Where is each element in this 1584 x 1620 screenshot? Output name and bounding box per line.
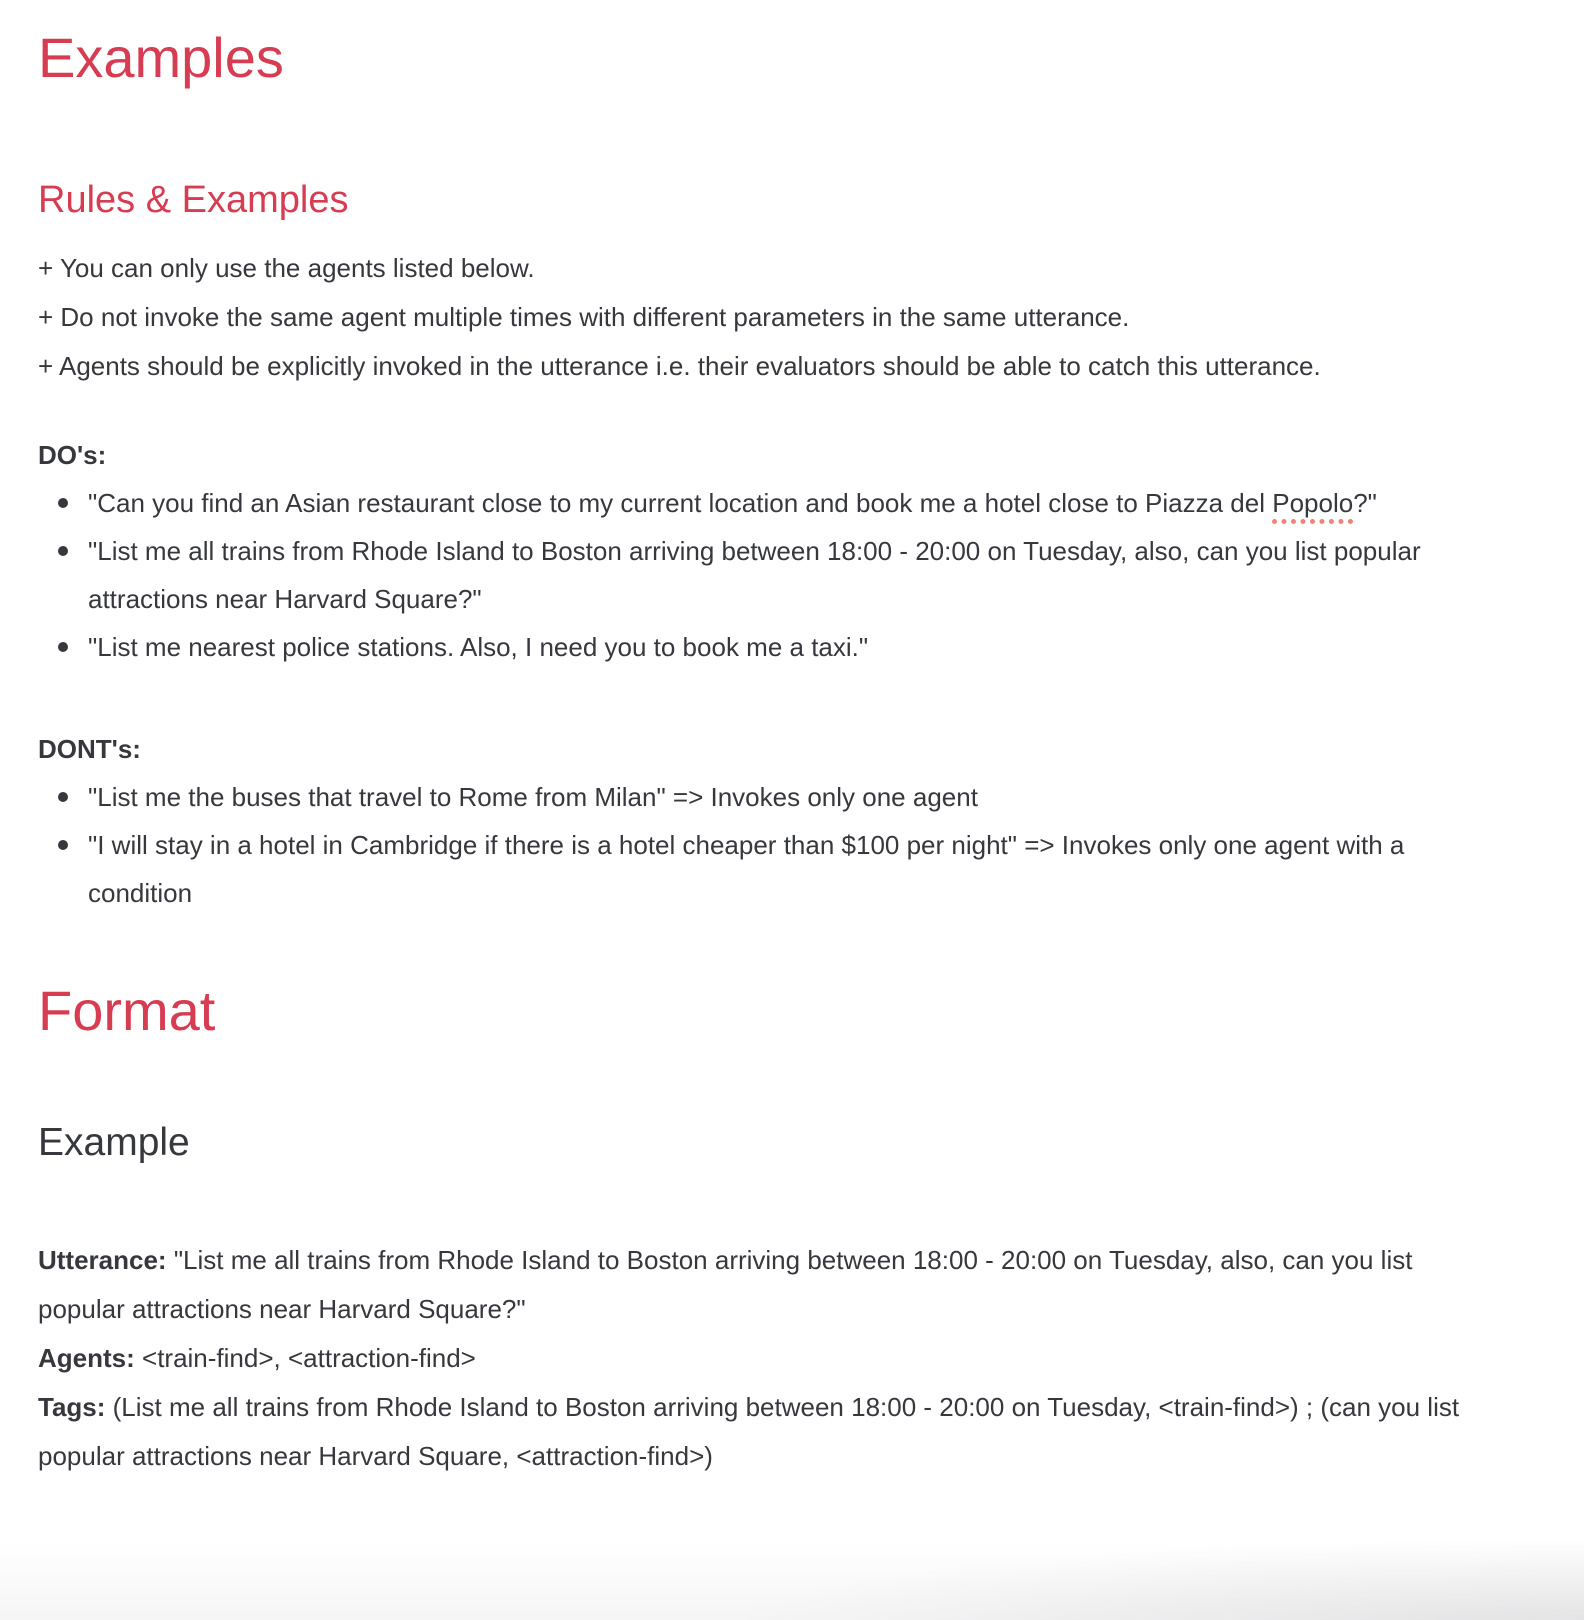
- agents-line: [38, 1334, 1488, 1383]
- agents-label: Agents:: [38, 1343, 135, 1373]
- rule-line: + Agents should be explicitly invoked in the utterance i.e. their evaluators should be able to catch this utterance.: [38, 351, 1321, 381]
- example-subheading: Example: [38, 1121, 190, 1164]
- do-list-item: "List me all trains from Rhode Island to Boston arriving between 18:00 - 20:00 on Tuesday, also, can you list popular attractions near Harvard Square?": [38, 527, 1488, 623]
- donts-heading: DONT's:: [38, 734, 141, 764]
- utterance-label: Utterance:: [38, 1245, 167, 1275]
- rules-paragraph: [38, 244, 1488, 391]
- dont-list-item: "I will stay in a hotel in Cambridge if there is a hotel cheaper than $100 per night" => Invokes only one agent with a condition: [38, 821, 1488, 917]
- document-page: [0, 26, 1488, 1481]
- spellcheck-underlined-word: Popolo: [1272, 488, 1354, 518]
- do-item-text: ?": [1353, 488, 1377, 518]
- format-heading: Format: [38, 979, 216, 1042]
- dont-list-item: "List me the buses that travel to Rome from Milan" => Invokes only one agent: [38, 773, 1488, 821]
- tags-line: [38, 1383, 1488, 1481]
- dos-heading: DO's:: [38, 440, 107, 470]
- utterance-text: "List me all trains from Rhode Island to Boston arriving between 18:00 - 20:00 on Tuesday, also, can you list popular attractions near Harvard Square?": [38, 1245, 1413, 1324]
- do-list-item: [38, 479, 1488, 527]
- agents-text: <train-find>, <attraction-find>: [134, 1343, 476, 1373]
- utterance-line: [38, 1236, 1488, 1334]
- dos-list: [38, 479, 1488, 671]
- rules-examples-heading: Rules & Examples: [38, 179, 349, 221]
- tags-text: (List me all trains from Rhode Island to Boston arriving between 18:00 - 20:00 on Tuesday, <train-find>) ; (can you list popular attractions near Harvard Square, <attraction-find>): [38, 1392, 1460, 1471]
- do-list-item: "List me nearest police stations. Also, I need you to book me a taxi.": [38, 623, 1488, 671]
- donts-list: [38, 773, 1488, 917]
- bottom-page-shadow: [0, 1540, 1584, 1620]
- rule-line: + Do not invoke the same agent multiple times with different parameters in the same utterance.: [38, 302, 1130, 332]
- format-example-block: [38, 1236, 1488, 1481]
- do-item-text: "Can you find an Asian restaurant close to my current location and book me a hotel close to Piazza del: [88, 488, 1273, 518]
- rule-line: + You can only use the agents listed below.: [38, 253, 535, 283]
- page-title: Examples: [38, 26, 284, 89]
- tags-label: Tags:: [38, 1392, 106, 1422]
